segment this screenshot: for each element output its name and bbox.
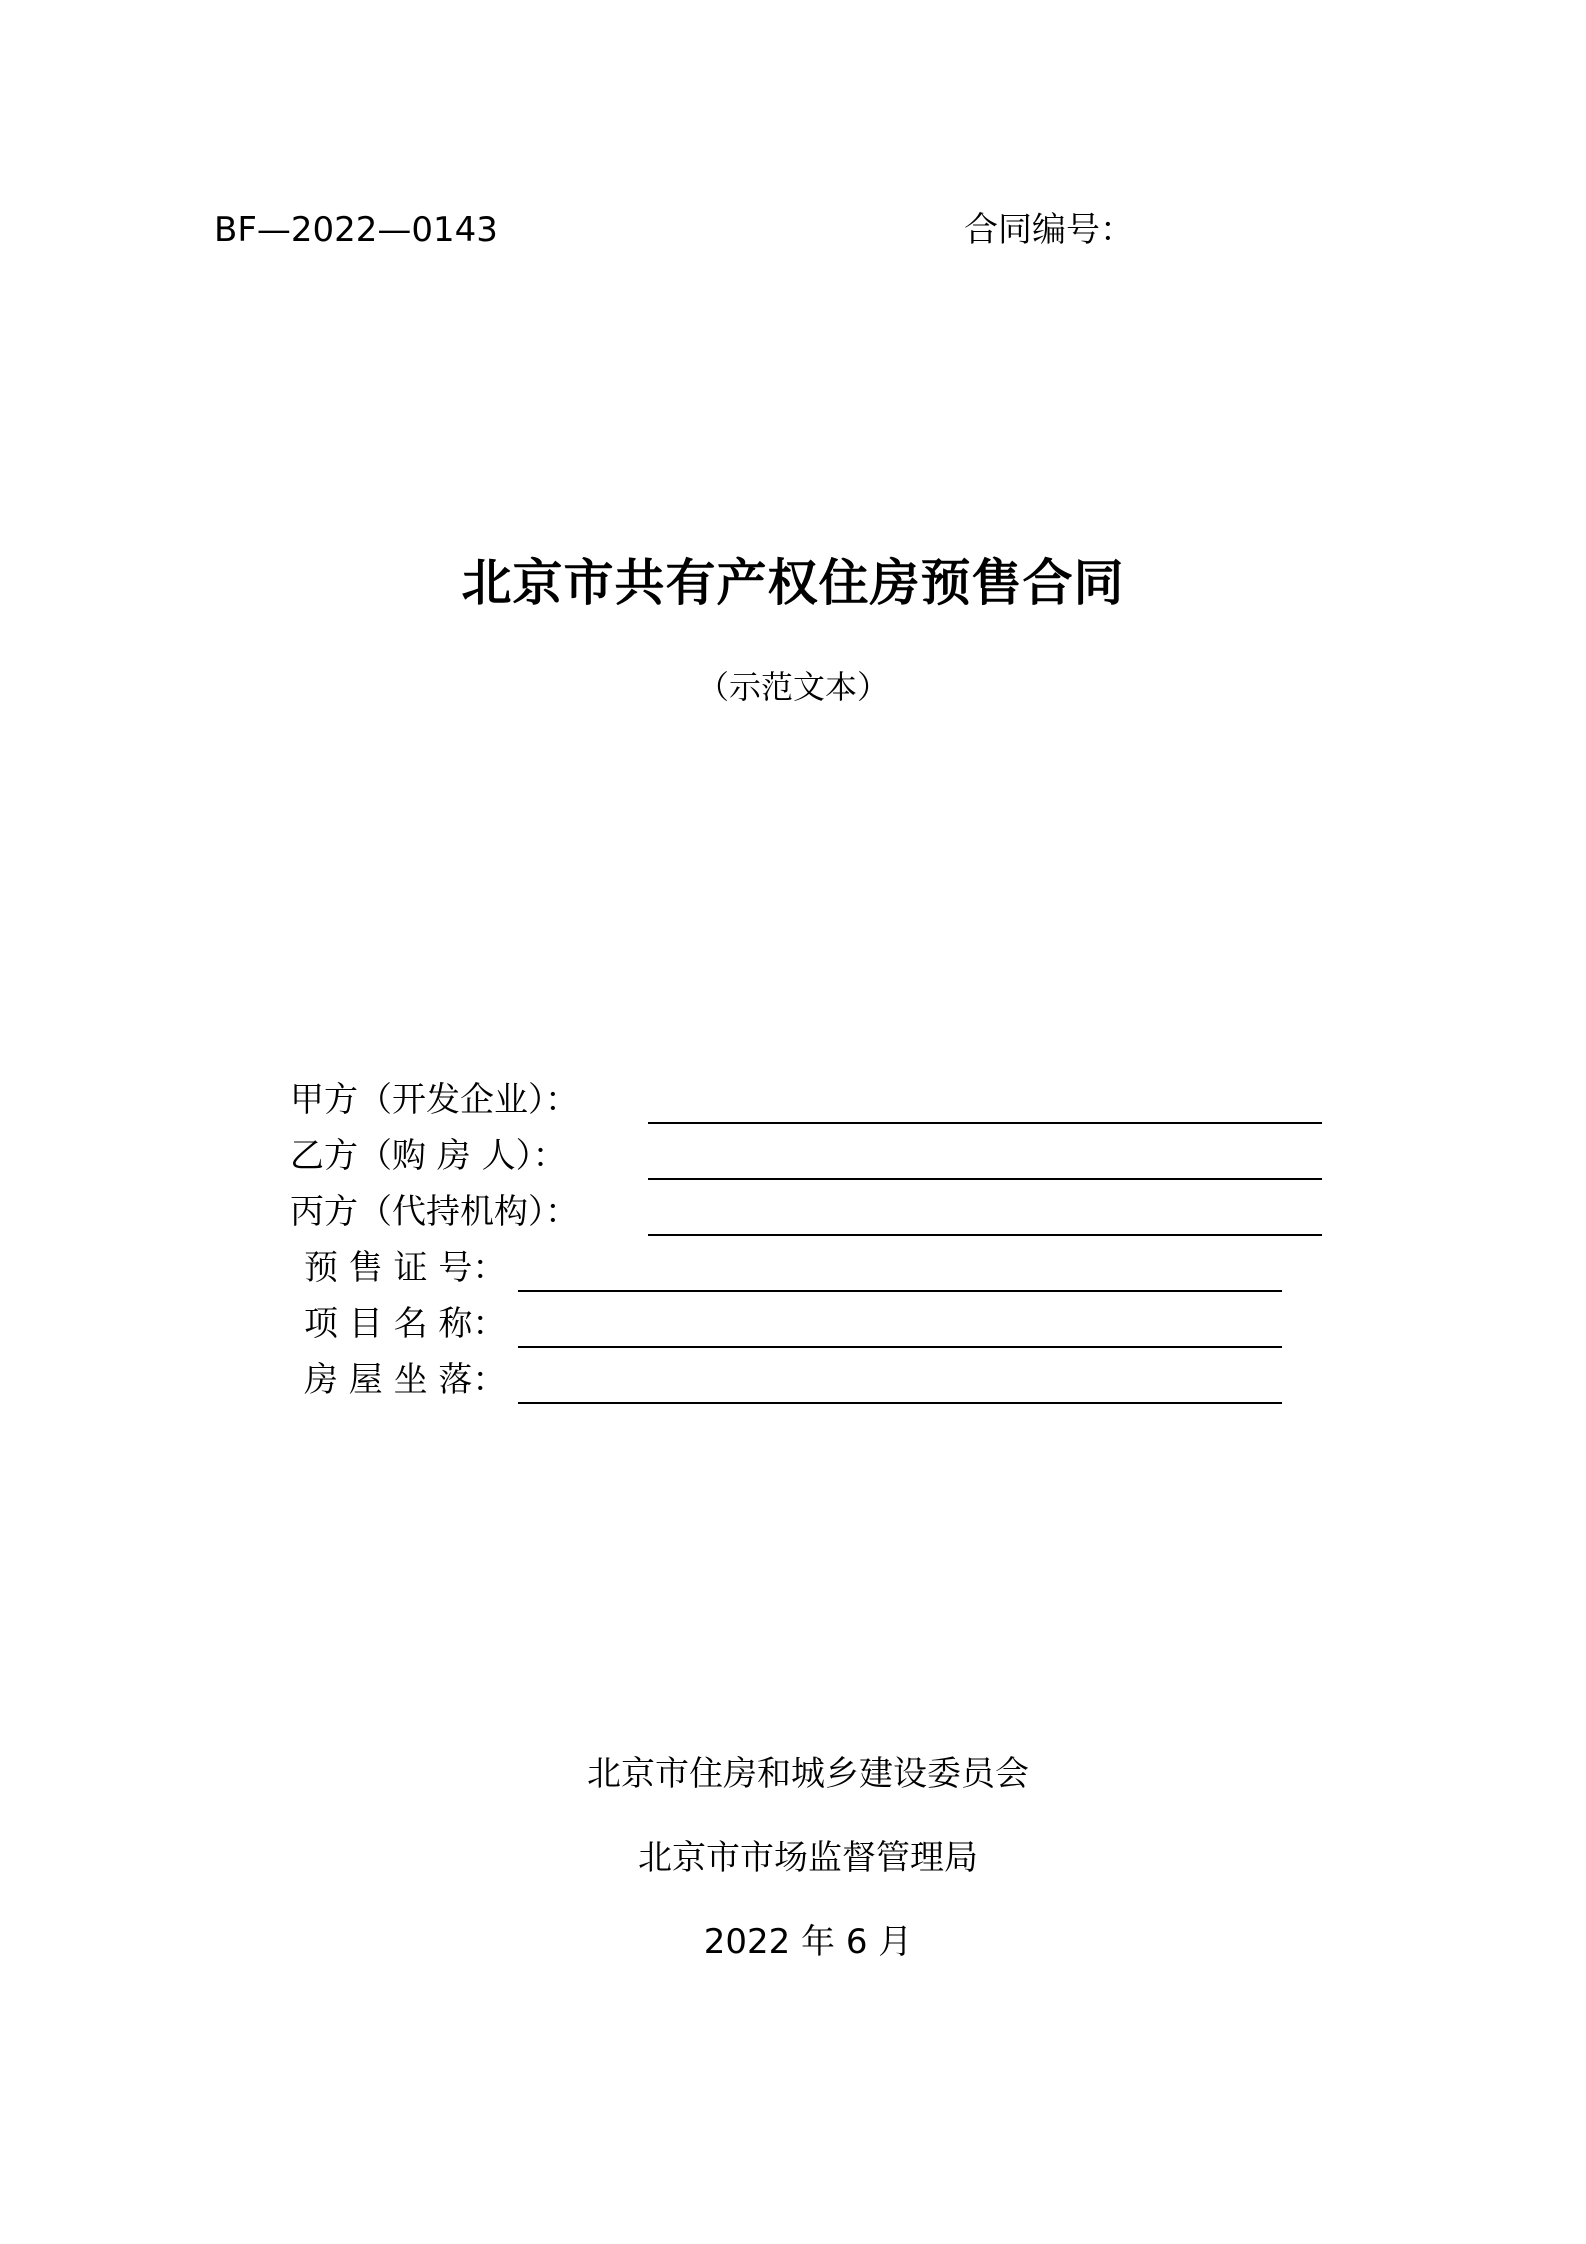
property-location-label: 房 屋 坐 落： xyxy=(304,1360,507,1400)
party-c-label: 丙方（代持机构）： xyxy=(290,1192,579,1232)
project-name-label: 项 目 名 称： xyxy=(304,1304,507,1344)
party-b-line[interactable] xyxy=(648,1178,1322,1180)
issue-date: 2022 年 6 月 xyxy=(703,1922,913,1962)
document-code: BF—2022—0143 xyxy=(214,210,498,250)
presale-permit-label: 预 售 证 号： xyxy=(304,1248,507,1288)
contract-number-label: 合同编号： xyxy=(964,210,1134,250)
presale-permit-line[interactable] xyxy=(518,1290,1282,1292)
page-title: 北京市共有产权住房预售合同 xyxy=(461,554,1125,612)
property-location-line[interactable] xyxy=(518,1402,1282,1404)
project-name-line[interactable] xyxy=(518,1346,1282,1348)
party-c-line[interactable] xyxy=(648,1234,1322,1236)
issuer-market-regulation: 北京市市场监督管理局 xyxy=(638,1838,978,1878)
party-b-label: 乙方（购 房 人）： xyxy=(290,1136,567,1176)
party-a-line[interactable] xyxy=(648,1122,1322,1124)
issuer-housing-commission: 北京市住房和城乡建设委员会 xyxy=(587,1754,1029,1794)
party-a-label: 甲方（开发企业）： xyxy=(290,1080,579,1120)
page-subtitle: （示范文本） xyxy=(696,668,889,706)
